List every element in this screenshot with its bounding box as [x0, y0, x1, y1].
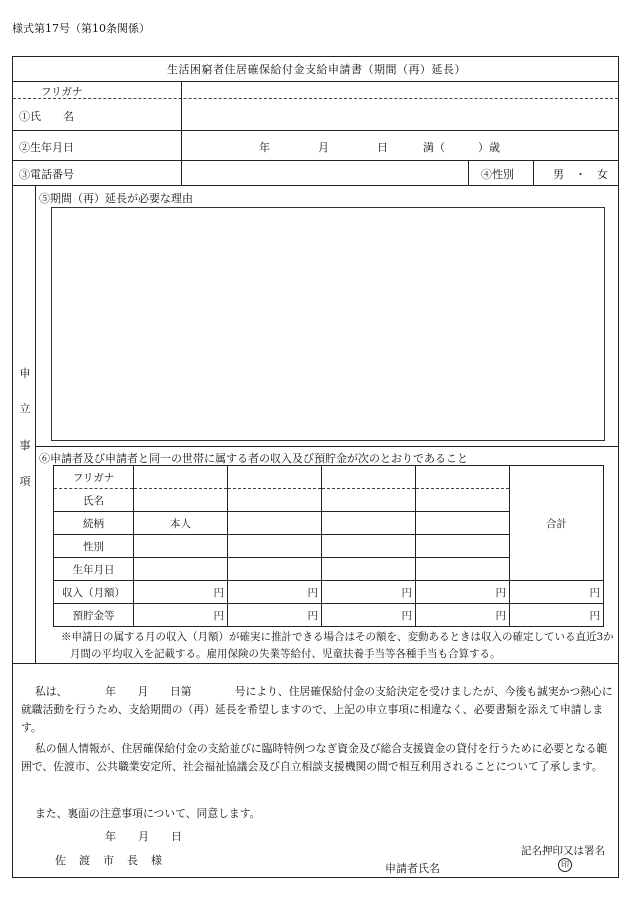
table-cell[interactable]	[134, 558, 228, 581]
table-cell[interactable]	[416, 558, 510, 581]
yen-unit[interactable]: 円	[322, 581, 416, 604]
row-header: 続柄	[54, 512, 134, 535]
yen-unit[interactable]: 円	[322, 604, 416, 627]
rule	[13, 185, 618, 186]
table-cell[interactable]	[322, 489, 416, 512]
table-cell[interactable]	[134, 466, 228, 489]
declaration-paragraph-1: 私は、 年 月 日第 号により、住居確保給付金の支給決定を受けましたが、今後も誠実かつ熱心に就職活動を行うため、支給期間の（再）延長を希望しますので、上記の申立事項に相違なく、必要書類を添えて申請します。	[21, 685, 613, 734]
age-field: 満（ ）歳	[423, 141, 500, 154]
items-label-3: 事	[19, 439, 31, 452]
items-label-4: 項	[19, 475, 31, 488]
rule	[468, 160, 469, 185]
gender-options[interactable]: 男 ・ 女	[553, 168, 608, 181]
yen-unit[interactable]: 円	[228, 581, 322, 604]
row-header: フリガナ	[54, 466, 134, 489]
phone-input-area[interactable]	[182, 161, 467, 184]
table-cell[interactable]	[416, 466, 510, 489]
declaration-paragraph-3: また、裏面の注意事項について、同意します。	[35, 807, 261, 820]
table-cell[interactable]	[322, 535, 416, 558]
birthdate-label: ②生年月日	[19, 141, 74, 154]
furigana-input-area[interactable]	[182, 82, 616, 98]
seal-note: 記名押印又は署名	[521, 845, 605, 857]
table-cell[interactable]	[416, 489, 510, 512]
rule	[35, 446, 618, 447]
table-row	[54, 581, 604, 604]
table-cell[interactable]	[228, 535, 322, 558]
furigana-label: フリガナ	[41, 86, 83, 98]
applicant-name-label: 申請者氏名	[385, 862, 440, 875]
name-label: ①氏 名	[19, 110, 74, 123]
birth-year-unit: 年	[259, 141, 270, 154]
application-date[interactable]: 年 月 日	[105, 830, 182, 843]
application-form	[12, 56, 619, 878]
yen-unit[interactable]: 円	[134, 581, 228, 604]
rule	[533, 160, 534, 185]
row-header: 生年月日	[54, 558, 134, 581]
items-label-2: 立	[19, 402, 31, 415]
table-cell[interactable]	[228, 558, 322, 581]
name-input-area[interactable]	[182, 99, 616, 129]
yen-unit[interactable]: 円	[510, 604, 604, 627]
yen-unit[interactable]: 円	[228, 604, 322, 627]
total-header: 合計	[510, 466, 604, 581]
reason-text-box[interactable]	[51, 207, 605, 441]
yen-unit[interactable]: 円	[510, 581, 604, 604]
yen-unit[interactable]: 円	[416, 581, 510, 604]
table-cell[interactable]	[322, 558, 416, 581]
table-cell[interactable]	[416, 535, 510, 558]
table-cell[interactable]	[228, 489, 322, 512]
table-cell[interactable]	[416, 512, 510, 535]
table-cell[interactable]	[322, 512, 416, 535]
income-heading: ⑥申請者及び申請者と同一の世帯に属する者の収入及び預貯金が次のとおりであること	[39, 452, 468, 465]
row-header: 性別	[54, 535, 134, 558]
table-cell[interactable]	[228, 512, 322, 535]
table-row	[54, 604, 604, 627]
rule	[13, 130, 618, 131]
reason-heading: ⑤期間（再）延長が必要な理由	[39, 192, 193, 205]
row-header: 収入（月額）	[54, 581, 134, 604]
rule	[13, 663, 618, 664]
relation-self: 本人	[134, 512, 228, 535]
phone-label: ③電話番号	[19, 168, 74, 181]
table-cell[interactable]	[228, 466, 322, 489]
birth-month-unit: 月	[318, 141, 329, 154]
income-note: ※申請日の属する月の収入（月額）が確実に推計できる場合はその額を、変動あるときは収入の確定している直近3か月間の平均収入を記載する。雇用保険の失業等給付、児童扶養手当等各種手当も合算する。	[61, 631, 614, 660]
yen-unit[interactable]: 円	[134, 604, 228, 627]
items-label-1: 申	[19, 367, 31, 380]
form-title: 生活困窮者住居確保給付金支給申請書（期間（再）延長）	[167, 63, 466, 76]
gender-label: ④性別	[481, 168, 514, 181]
yen-unit[interactable]: 円	[416, 604, 510, 627]
form-number: 様式第17号（第10条関係）	[12, 22, 150, 35]
rule	[35, 185, 36, 663]
applicant-name-input[interactable]	[453, 855, 553, 875]
birth-day-unit: 日	[377, 141, 388, 154]
table-cell[interactable]	[322, 466, 416, 489]
addressee: 佐 渡 市 長 様	[55, 854, 163, 867]
table-cell[interactable]	[134, 489, 228, 512]
seal-icon: 印	[558, 858, 572, 872]
row-header: 預貯金等	[54, 604, 134, 627]
row-header: 氏名	[54, 489, 134, 512]
table-cell[interactable]	[134, 535, 228, 558]
table-row	[54, 466, 604, 489]
income-table	[53, 465, 604, 627]
declaration-paragraph-2: 私の個人情報が、住居確保給付金の支給並びに臨時特例つなぎ資金及び総合支援資金の貸付を行うために必要となる範囲で、佐渡市、公共職業安定所、社会福祉協議会及び自立相談支援機関の間で相互利用されることについて了承します。	[21, 742, 608, 773]
